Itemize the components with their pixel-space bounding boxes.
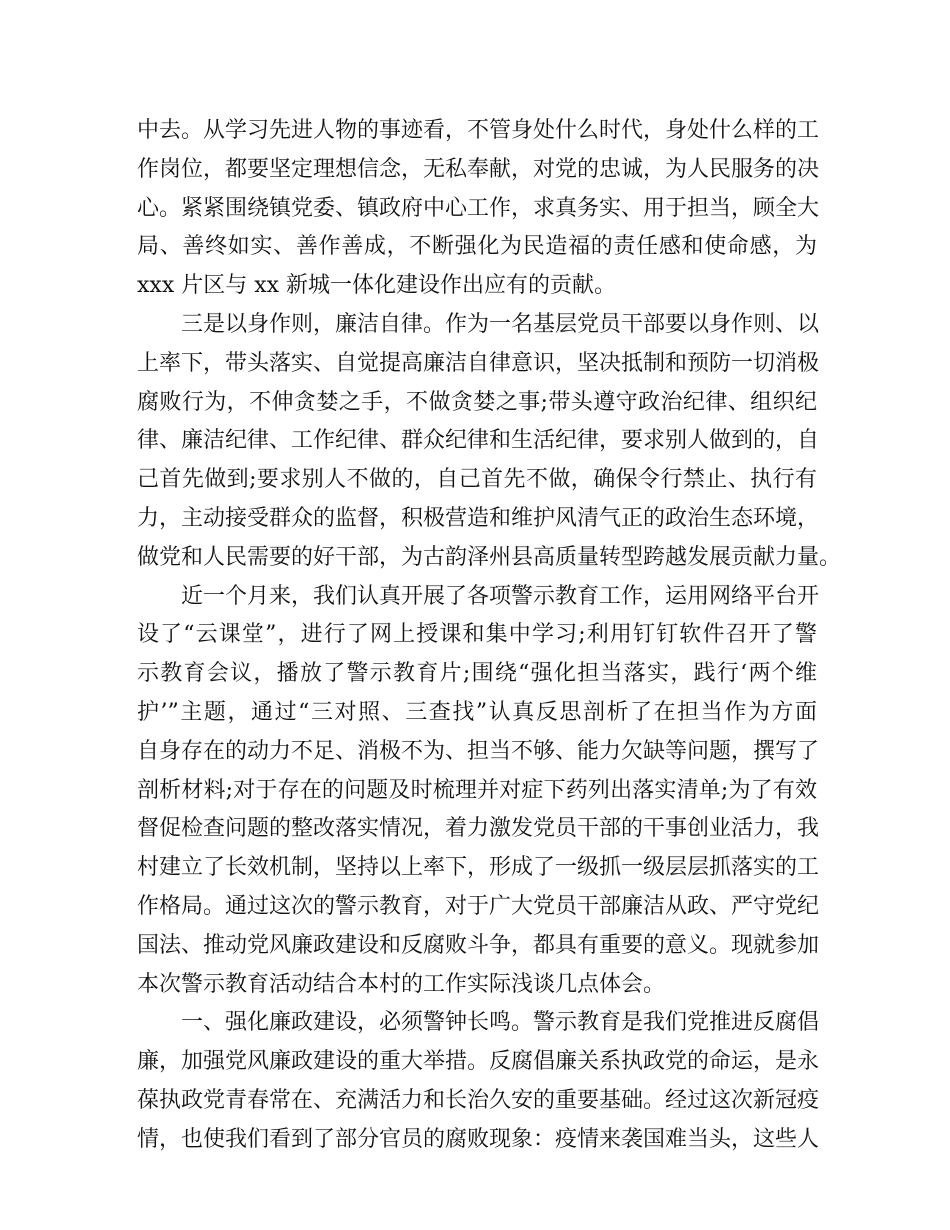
text-line: 三是以身作则，廉洁自律。作为一名基层党员干部要以身作则、以 (181, 311, 820, 337)
text-line: 己首先做到;要求别人不做的，自己首先不做，确保令行禁止、执行有 (137, 467, 817, 493)
text-line: 腐败行为，不伸贪婪之手，不做贪婪之事;带头遵守政治纪律、组织纪 (137, 389, 817, 415)
text-line: 上率下，带头落实、自觉提高廉洁自律意识，坚决抵制和预防一切消极 (137, 350, 820, 376)
text-line: 自身存在的动力不足、消极不为、担当不够、能力欠缺等问题，撰写了 (137, 738, 820, 764)
text-line: xxx 片区与 xx 新城一体化建设作出应有的贡献。 (137, 273, 617, 299)
text-line: 廉，加强党风廉政建设的重大举措。反腐倡廉关系执政党的命运，是永 (137, 1049, 820, 1075)
text-line: 心。紧紧围绕镇党委、镇政府中心工作，求真务实、用于担当，顾全大 (137, 195, 820, 221)
text-line: 护’”主题，通过“三对照、三查找”认真反思剖析了在担当作为方面 (137, 699, 817, 725)
paragraph-point-three (137, 306, 842, 578)
text-line: 力，主动接受群众的监督，积极营造和维护风清气正的政治生态环境， (137, 505, 820, 531)
text-line: 村建立了长效机制，坚持以上率下，形成了一级抓一级层层抓落实的工 (137, 855, 820, 881)
text-line: 局、善终如实、善作善成，不断强化为民造福的责任感和使命感，为 (137, 234, 817, 260)
text-line: 作格局。通过这次的警示教育，对于广大党员干部廉洁从政、严守党纪 (137, 893, 820, 919)
text-line: 本次警示教育活动结合本村的工作实际浅谈几点体会。 (137, 971, 666, 997)
text-line: 做党和人民需要的好干部，为古韵泽州县高质量转型跨越发展贡献力量。 (137, 544, 842, 570)
text-line: 近一个月来，我们认真开展了各项警示教育工作，运用网络平台开 (181, 583, 820, 609)
paragraph-point-one (137, 1004, 820, 1159)
text-line: 律、廉洁纪律、工作纪律、群众纪律和生活纪律，要求别人做到的，自 (137, 428, 820, 454)
text-line: 设了“云课堂”，进行了网上授课和集中学习;利用钉钉软件召开了警 (137, 622, 817, 648)
text-line: 剖析材料;对于存在的问题及时梳理并对症下药列出落实清单;为了有效 (137, 777, 817, 803)
text-line: 葆执政党青春常在、充满活力和长治久安的重要基础。经过这次新冠疫 (137, 1087, 820, 1113)
text-line: 情，也使我们看到了部分官员的腐败现象：疫情来袭国难当头，这些人 (137, 1126, 820, 1152)
text-line: 一、强化廉政建设，必须警钟长鸣。警示教育是我们党推进反腐倡 (181, 1010, 820, 1036)
text-line: 中去。从学习先进人物的事迹看，不管身处什么时代，身处什么样的工 (137, 118, 820, 143)
text-line: 督促检查问题的整改落实情况，着力激发党员干部的干事创业活力，我 (137, 816, 820, 842)
document-body (137, 112, 842, 1160)
text-line: 国法、推动党风廉政建设和反腐败斗争，都具有重要的意义。现就参加 (137, 932, 820, 958)
paragraph-continuation (137, 112, 820, 306)
text-line: 示教育会议，播放了警示教育片;围绕“强化担当落实，践行‘两个维 (137, 661, 817, 687)
paragraph-recent-month (137, 578, 820, 1005)
text-line: 作岗位，都要坚定理想信念，无私奉献，对党的忠诚，为人民服务的决 (137, 156, 820, 182)
